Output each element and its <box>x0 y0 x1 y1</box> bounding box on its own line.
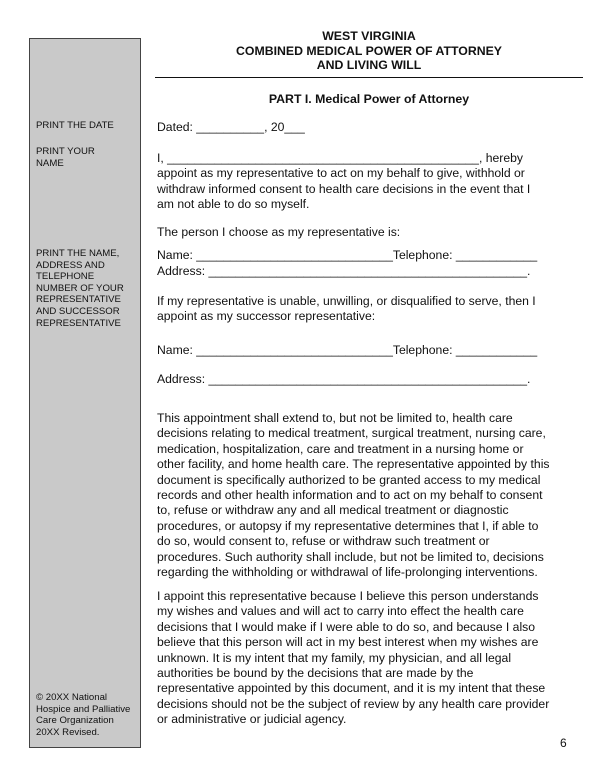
title-line-state: WEST VIRGINIA <box>322 29 416 43</box>
successor-address-field: Address: _______________________________________________. <box>157 372 531 386</box>
document-title <box>155 29 583 73</box>
text-line: unknown. It is my intent that my family, my physician, and all legal <box>157 650 512 665</box>
text-line: representative appointed by this document, and it is my intent that these <box>157 681 546 696</box>
text-line: am not able to do so myself. <box>157 197 310 212</box>
text-line: to, refuse or withdraw any and all medical treatment or diagnostic <box>157 503 509 518</box>
text-line: I appoint this representative because I believe this person understands <box>157 589 539 603</box>
dated-field: Dated: __________, 20___ <box>157 120 305 134</box>
sidebar-label-print-date: PRINT THE DATE <box>36 120 114 131</box>
text-line: authorities be bound by the decisions that are made by the <box>157 666 474 681</box>
sidebar-label-line: NAME <box>36 157 64 169</box>
page-number: 6 <box>560 736 567 750</box>
sidebar-label-line: REPRESENTATIVE <box>36 317 121 329</box>
text-line: believe that this person will act in my best interest when my wishes are <box>157 635 539 650</box>
sidebar-label-line: TELEPHONE <box>36 271 95 283</box>
representative-intro: The person I choose as my representative is: <box>157 225 401 239</box>
text-line: withdraw informed consent to health care decisions in the event that I <box>157 181 531 196</box>
text-line: decisions relating to medical treatment, surgical treatment, nursing care, <box>157 426 546 441</box>
title-line-main: COMBINED MEDICAL POWER OF ATTORNEY <box>236 43 502 58</box>
sidebar-panel <box>29 38 141 748</box>
text-line: records and other health information and to act on my behalf to consent <box>157 488 543 503</box>
sidebar-label-line: PRINT THE NAME, <box>36 248 120 259</box>
sidebar-label-line: PRINT YOUR <box>36 146 95 157</box>
sidebar-label-line: AND SUCCESSOR <box>36 305 120 317</box>
scope-paragraph <box>157 411 583 580</box>
sidebar-label-print-name <box>36 146 136 169</box>
appointment-statement <box>157 151 583 213</box>
copyright-notice <box>36 692 140 738</box>
text-line: document is specifically authorized to be granted access to my medical <box>157 472 541 487</box>
text-line: If my representative is unable, unwilling, or disqualified to serve, then I <box>157 294 536 308</box>
part-title: PART I. Medical Power of Attorney <box>268 92 470 106</box>
text-line: decisions should not be the subject of review by any health care provider <box>157 696 550 711</box>
text-line: decisions that I would make if I were able to do so, and because I also <box>157 619 536 634</box>
sidebar-label-line: NUMBER OF YOUR <box>36 282 124 294</box>
title-line-sub: AND LIVING WILL <box>316 58 422 72</box>
copyright-line: © 20XX National <box>36 692 108 703</box>
copyright-line: 20XX Revised. <box>36 726 100 738</box>
sidebar-label-line: REPRESENTATIVE <box>36 294 121 306</box>
text-line: procedures, or autopsy if my representative determines that I, if able to <box>157 518 539 533</box>
representative-name-field: Name: _____________________________Telephone: ____________ <box>157 248 538 262</box>
text-line: procedures. Such authority shall include, but not be limited to, decisions <box>157 549 544 564</box>
copyright-line: Hospice and Palliative <box>36 703 131 715</box>
successor-intro <box>157 294 583 325</box>
text-line: my wishes and values and will act to carry into effect the health care <box>157 604 524 619</box>
text-line: This appointment shall extend to, but not be limited to, health care <box>157 411 513 425</box>
text-line: appoint as my successor representative: <box>157 309 376 324</box>
text-line: appoint as my representative to act on my behalf to give, withhold or <box>157 166 525 181</box>
header-divider <box>155 77 583 78</box>
successor-name-field: Name: _____________________________Telephone: ____________ <box>157 343 538 357</box>
sidebar-label-print-representative <box>36 248 136 329</box>
text-line: I, ______________________________________________, hereby <box>157 151 523 165</box>
text-line: do so, would consent to, refuse or withdraw such treatment or <box>157 534 490 549</box>
text-line: medication, hospitalization, care and treatment in a nursing home or <box>157 441 524 456</box>
reason-paragraph <box>157 589 583 728</box>
text-line: regarding the withholding or withdrawal of life-prolonging interventions. <box>157 565 538 580</box>
representative-address-field: Address: _______________________________________________. <box>157 264 531 278</box>
copyright-line: Care Organization <box>36 715 114 727</box>
text-line: other facility, and home health care. The representative appointed by this <box>157 457 550 472</box>
text-line: or administrative or judicial agency. <box>157 712 347 727</box>
sidebar-label-line: ADDRESS AND <box>36 259 105 271</box>
